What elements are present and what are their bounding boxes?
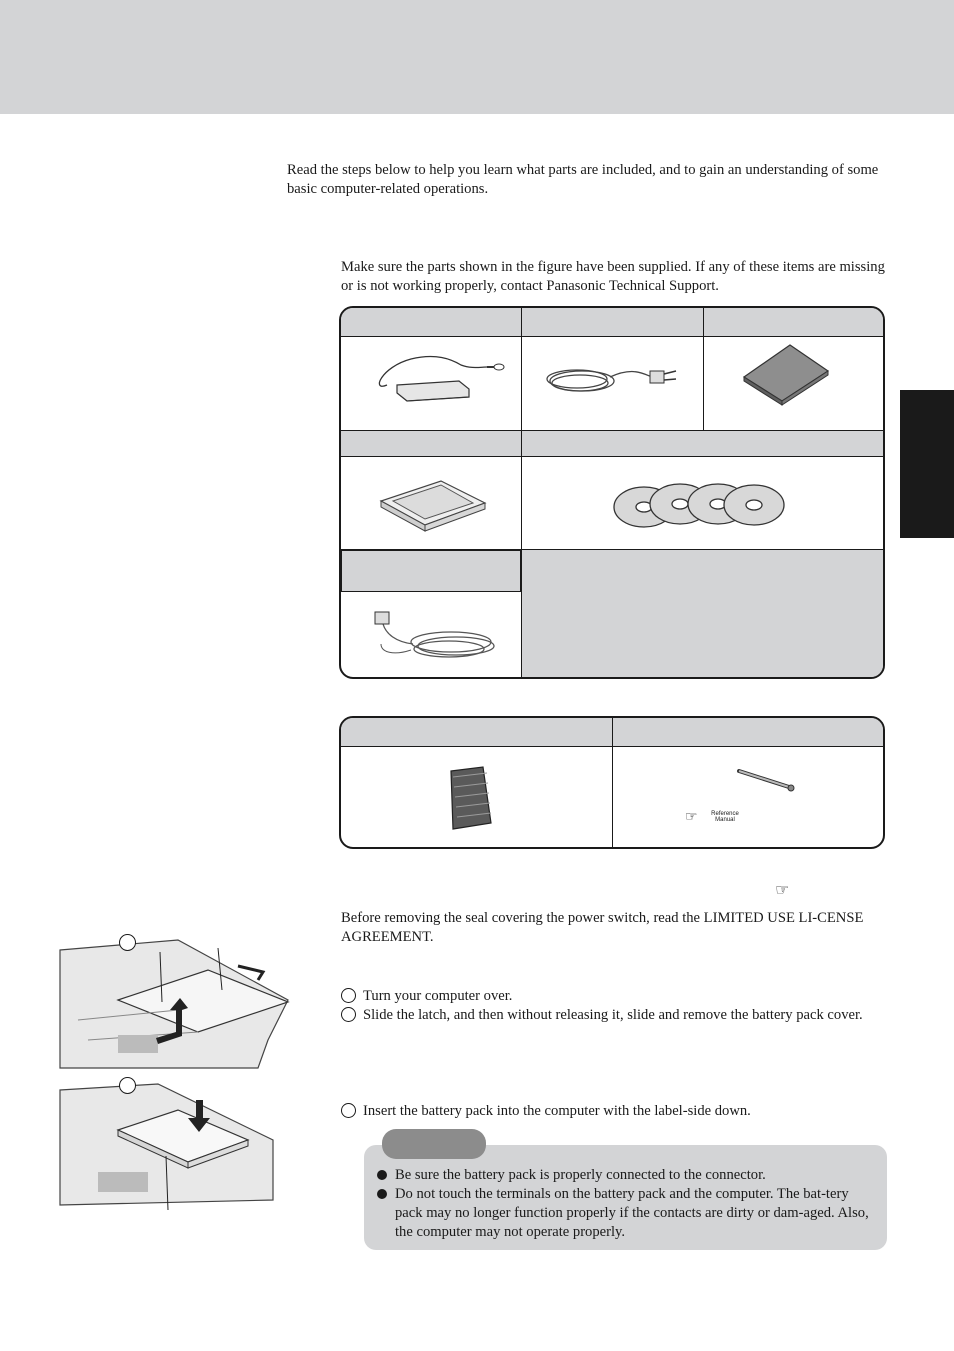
blank-grey-area (522, 550, 885, 679)
ac-adaptor-cell (341, 337, 521, 430)
bullet-icon (377, 1189, 387, 1199)
drive-cell (341, 457, 521, 549)
step-1 (341, 987, 881, 1006)
header-band (0, 0, 954, 114)
step-number-circle (341, 988, 356, 1003)
cable-icon (341, 594, 521, 679)
step-3 (341, 1102, 881, 1121)
cd-discs-icon (522, 457, 885, 549)
battery-cover-removal-illustration (58, 930, 293, 1070)
bullet-icon (377, 1170, 387, 1180)
cd-cell (522, 457, 885, 549)
battery-insert-illustration (58, 1080, 283, 1215)
accessory-header (341, 718, 885, 746)
seal-note: Before removing the seal covering the power switch, read the LIMITED USE LI-CENSE AGREEMENT. (341, 910, 864, 945)
step-3-text: Insert the battery pack into the computer with the label-side down. (363, 1103, 751, 1119)
battery-cell (704, 337, 885, 430)
reference-pointer-icon: ☞ (775, 880, 790, 899)
cable-cell (341, 594, 521, 679)
stylus-cell (613, 747, 885, 849)
cloth-cell (341, 747, 612, 849)
step-2-text: Slide the latch, and then without releasing it, slide and remove the battery pack cover. (363, 1007, 863, 1023)
header-row-1 (341, 308, 885, 336)
ac-cord-icon (522, 337, 703, 430)
cloth-icon (341, 747, 612, 849)
ac-adaptor-icon (341, 337, 521, 430)
caution-bullet-1: Be sure the battery pack is properly connected to the connector. (377, 1166, 872, 1185)
figure-step-circle (119, 1077, 136, 1094)
optical-drive-icon (341, 457, 521, 549)
parts-table (339, 306, 885, 679)
accessory-table (339, 716, 885, 849)
header-row-2 (341, 431, 885, 456)
ac-cord-cell (522, 337, 703, 430)
check-parts-text: Make sure the parts shown in the figure have been supplied. If any of these items are missing or is not working properly, contact Panasonic Technical Support. (341, 259, 885, 294)
pointing-hand-icon: ☞ (685, 809, 698, 825)
step-number-circle (341, 1007, 356, 1022)
intro-text: Read the steps below to help you learn what parts are included, and to gain an understanding of some basic computer-related operations. (287, 162, 879, 197)
stylus-icon (613, 747, 885, 849)
step-2 (341, 1006, 881, 1025)
figure-step-circle (119, 934, 136, 951)
stylus-reference-label: Reference Manual (711, 811, 739, 823)
battery-pack-icon (704, 337, 885, 430)
step-number-circle (341, 1103, 356, 1118)
chapter-tab (900, 390, 954, 538)
header-row-3 (341, 550, 521, 592)
caution-label (382, 1129, 486, 1159)
caution-bullet-2: Do not touch the terminals on the battery pack and the computer. The bat-tery pack may no longer function properly if the contacts are dirty or dam-aged. Also, the computer may not operate properly. (377, 1185, 872, 1242)
step-1-text: Turn your computer over. (363, 988, 513, 1004)
